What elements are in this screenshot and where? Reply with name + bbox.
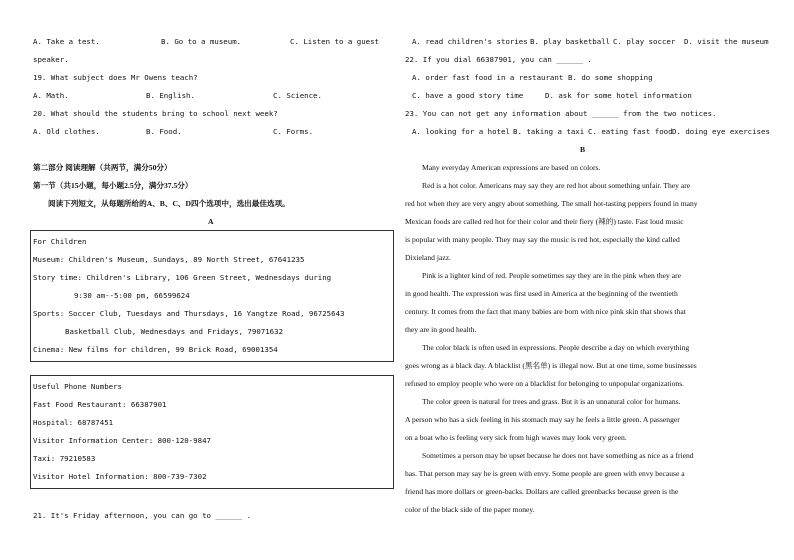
passage-line: red hot when they are very angry about something. The small hot-tasting peppers found in many	[405, 199, 698, 208]
passage-line: century. It comes from the fact that many babies are born with nice pink skin that shows that	[405, 307, 686, 316]
passage-line: refused to employ people who were on a blacklist for belonging to unpopular organizations.	[405, 379, 685, 388]
q21-option-d: D. visit the museum	[684, 37, 769, 46]
notice-box-children	[30, 230, 394, 362]
passage-line: Pink is a lighter kind of red. People sometimes say they are in the pink when they are	[422, 271, 681, 280]
q22-option-d: D. ask for some hotel information	[545, 91, 692, 100]
q19-question: 19. What subject does Mr Owens teach?	[33, 73, 198, 82]
box1-line: For Children	[33, 237, 87, 246]
q23-option-a: A. looking for a hotel	[412, 127, 510, 136]
passage-line: they are in good health.	[405, 325, 477, 334]
q22-option-c: C. have a good story time	[412, 91, 524, 100]
q21-question: 21. It's Friday afternoon, you can go to ______ .	[33, 511, 252, 520]
passage-line: has. That person may say he is green with envy. Some people are green with envy because a	[405, 469, 685, 478]
passage-line: Red is a hot color. Americans may say they are red hot about something unfair. They are	[422, 181, 691, 190]
part2-title: 第二部分 阅读理解（共两节，满分50分）	[33, 163, 172, 172]
q21-option-a: A. read children's stories	[412, 37, 528, 46]
box2-line: Taxi: 79210583	[33, 454, 96, 463]
section1-title: 第一节（共15小题，每小题2.5分，满分37.5分）	[33, 181, 193, 190]
q18-option-a: A. Take a test.	[33, 37, 100, 46]
q20-question: 20. What should the students bring to school next week?	[33, 109, 278, 118]
q21-option-b: B. play basketball	[530, 37, 611, 46]
box1-line: Museum: Children's Museum, Sundays, 89 North Street, 67641235	[33, 255, 305, 264]
q19-option-b: B. English.	[146, 91, 195, 100]
q20-option-a: A. Old clothes.	[33, 127, 100, 136]
q23-option-d: D. doing eye exercises	[672, 127, 770, 136]
box1-line: Story time: Children's Library, 106 Green Street, Wednesdays during	[33, 273, 332, 282]
passage-line: friend has more dollars or green-backs. Dollars are called greenbacks because green is the	[405, 487, 679, 496]
passage-a-label: A	[208, 217, 214, 226]
q21-option-c: C. play soccer	[613, 37, 676, 46]
box2-line: Hospital: 68787451	[33, 418, 114, 427]
instruction: 阅读下列短文，从每题所给的A、B、C、D四个选项中，选出最佳选项。	[48, 199, 290, 208]
box2-line: Fast Food Restaurant: 66387901	[33, 400, 167, 409]
q22-option-b: B. do some shopping	[568, 73, 653, 82]
passage-line: The color black is often used in expressions. People describe a day on which everything	[422, 343, 690, 352]
box1-line: Sports: Soccer Club, Tuesdays and Thursdays, 16 Yangtze Road, 96725643	[33, 309, 345, 318]
q18-option-b: B. Go to a museum.	[161, 37, 242, 46]
passage-line: goes wrong as a black day. A blacklist (黑名单) is illegal now. But at one time, some businesses	[405, 361, 697, 370]
box1-line: Cinema: New films for children, 99 Brick Road, 69001354	[33, 345, 278, 354]
q23-question: 23. You can not get any information about ______ from the two notices.	[405, 109, 717, 118]
passage-line: Sometimes a person may be upset because he does not have something as nice as a friend	[422, 451, 694, 460]
passage-line: Mexican foods are called red hot for their color and their fiery (辣的) taste. Fast loud music	[405, 217, 684, 226]
box2-line: Visitor Information Center: 800-120-9847	[33, 436, 211, 445]
q19-option-c: C. Science.	[273, 91, 322, 100]
q22-option-a: A. order fast food in a restaurant	[412, 73, 564, 82]
notice-box-phone-numbers	[30, 375, 394, 489]
q20-option-c: C. Forms.	[273, 127, 314, 136]
q19-option-a: A. Math.	[33, 91, 69, 100]
passage-line: is popular with many people. They may say the music is red hot, especially the kind called	[405, 235, 680, 244]
passage-line: on a boat who is feeling very sick from high waves may look very green.	[405, 433, 627, 442]
box2-line: Visitor Hotel Information: 800-739-7302	[33, 472, 207, 481]
q18-option-c: C. Listen to a guest	[290, 37, 379, 46]
q23-option-c: C. eating fast food	[588, 127, 673, 136]
q20-option-b: B. Food.	[146, 127, 182, 136]
passage-line: color of the black side of the paper money.	[405, 505, 535, 514]
passage-b-label: B	[580, 145, 586, 154]
passage-line: A person who has a sick feeling in his stomach may say he feels a little green. A passenger	[405, 415, 680, 424]
passage-line: in good health. The expression was first used in America at the beginning of the twentieth	[405, 289, 678, 298]
q23-option-b: B. taking a taxi	[513, 127, 585, 136]
passage-line: Dixieland jazz.	[405, 253, 451, 262]
q22-question: 22. If you dial 66387901, you can ______ .	[405, 55, 592, 64]
box1-line: 9:30 am--5:00 pm, 66599624	[74, 291, 190, 300]
box1-line: Basketball Club, Wednesdays and Fridays, 79071632	[65, 327, 284, 336]
box2-line: Useful Phone Numbers	[33, 382, 122, 391]
passage-line: The color green is natural for trees and grass. But it is an unnatural color for humans.	[422, 397, 681, 406]
passage-line: Many everyday American expressions are based on colors.	[422, 163, 601, 172]
q18-option-c-cont: speaker.	[33, 55, 69, 64]
